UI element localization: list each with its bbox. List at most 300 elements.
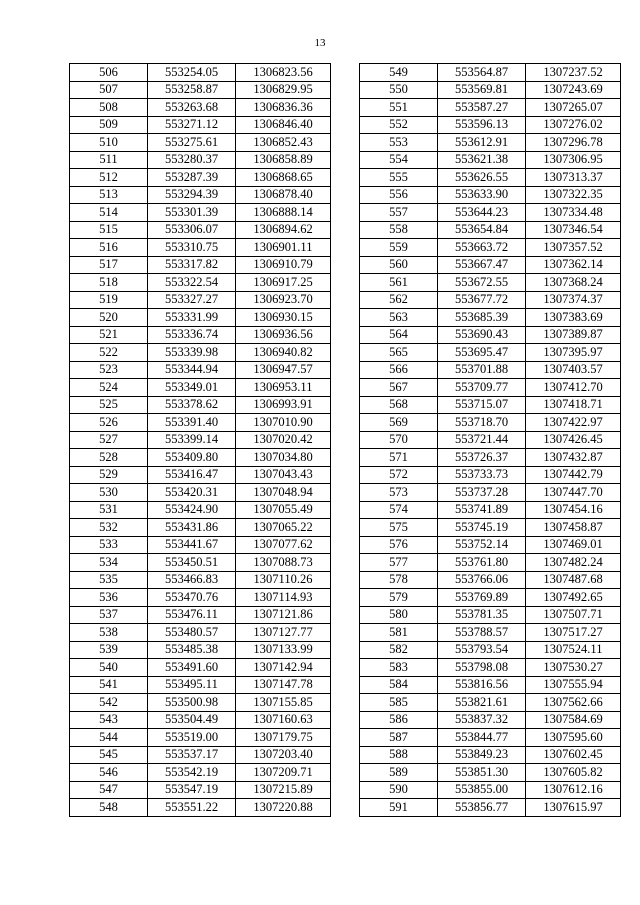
y-coordinate-cell: 1307524.11 [526, 641, 621, 659]
y-coordinate-cell: 1307237.52 [526, 64, 621, 82]
y-coordinate-cell: 1307306.95 [526, 151, 621, 169]
y-coordinate-cell: 1306852.43 [236, 134, 331, 152]
y-coordinate-cell: 1307220.88 [236, 799, 331, 817]
point-number-cell: 514 [70, 204, 148, 222]
y-coordinate-cell: 1307127.77 [236, 624, 331, 642]
x-coordinate-cell: 553633.90 [438, 186, 526, 204]
table-row [70, 116, 331, 134]
y-coordinate-cell: 1306829.95 [236, 81, 331, 99]
point-number-cell: 585 [360, 694, 438, 712]
point-number-cell: 589 [360, 764, 438, 782]
x-coordinate-cell: 553519.00 [148, 729, 236, 747]
x-coordinate-cell: 553470.76 [148, 589, 236, 607]
point-number-cell: 536 [70, 589, 148, 607]
y-coordinate-cell: 1307209.71 [236, 764, 331, 782]
table-row [70, 344, 331, 362]
y-coordinate-cell: 1306910.79 [236, 256, 331, 274]
table-row [70, 624, 331, 642]
x-coordinate-cell: 553612.91 [438, 134, 526, 152]
point-number-cell: 578 [360, 571, 438, 589]
x-coordinate-cell: 553569.81 [438, 81, 526, 99]
table-row [360, 746, 621, 764]
y-coordinate-cell: 1307403.57 [526, 361, 621, 379]
y-coordinate-cell: 1307065.22 [236, 519, 331, 537]
table-row [360, 484, 621, 502]
x-coordinate-cell: 553495.11 [148, 676, 236, 694]
y-coordinate-cell: 1306888.14 [236, 204, 331, 222]
point-number-cell: 521 [70, 326, 148, 344]
point-number-cell: 523 [70, 361, 148, 379]
x-coordinate-cell: 553741.89 [438, 501, 526, 519]
table-row [70, 659, 331, 677]
point-number-cell: 516 [70, 239, 148, 257]
x-coordinate-cell: 553709.77 [438, 379, 526, 397]
x-coordinate-cell: 553821.61 [438, 694, 526, 712]
x-coordinate-cell: 553424.90 [148, 501, 236, 519]
point-number-cell: 568 [360, 396, 438, 414]
y-coordinate-cell: 1307422.97 [526, 414, 621, 432]
y-coordinate-cell: 1307602.45 [526, 746, 621, 764]
x-coordinate-cell: 553542.19 [148, 764, 236, 782]
table-row [360, 431, 621, 449]
y-coordinate-cell: 1307276.02 [526, 116, 621, 134]
y-coordinate-cell: 1307412.70 [526, 379, 621, 397]
y-coordinate-cell: 1307487.68 [526, 571, 621, 589]
table-row [70, 571, 331, 589]
point-number-cell: 570 [360, 431, 438, 449]
point-number-cell: 525 [70, 396, 148, 414]
y-coordinate-cell: 1307077.62 [236, 536, 331, 554]
x-coordinate-cell: 553504.49 [148, 711, 236, 729]
coordinates-table-right [359, 63, 621, 817]
table-row [70, 186, 331, 204]
point-number-cell: 544 [70, 729, 148, 747]
y-coordinate-cell: 1307447.70 [526, 484, 621, 502]
table-row [360, 204, 621, 222]
x-coordinate-cell: 553677.72 [438, 291, 526, 309]
table-row [70, 449, 331, 467]
y-coordinate-cell: 1306894.62 [236, 221, 331, 239]
table-row [360, 606, 621, 624]
y-coordinate-cell: 1307334.48 [526, 204, 621, 222]
y-coordinate-cell: 1307142.94 [236, 659, 331, 677]
y-coordinate-cell: 1307615.97 [526, 799, 621, 817]
table-row [70, 151, 331, 169]
x-coordinate-cell: 553287.39 [148, 169, 236, 187]
x-coordinate-cell: 553450.51 [148, 554, 236, 572]
table-row [70, 361, 331, 379]
x-coordinate-cell: 553416.47 [148, 466, 236, 484]
y-coordinate-cell: 1307357.52 [526, 239, 621, 257]
table-row [70, 501, 331, 519]
x-coordinate-cell: 553721.44 [438, 431, 526, 449]
y-coordinate-cell: 1306917.25 [236, 274, 331, 292]
table-row [70, 99, 331, 117]
x-coordinate-cell: 553476.11 [148, 606, 236, 624]
table-row [360, 676, 621, 694]
y-coordinate-cell: 1307088.73 [236, 554, 331, 572]
table-row [70, 589, 331, 607]
point-number-cell: 582 [360, 641, 438, 659]
x-coordinate-cell: 553306.07 [148, 221, 236, 239]
point-number-cell: 555 [360, 169, 438, 187]
point-number-cell: 572 [360, 466, 438, 484]
x-coordinate-cell: 553837.32 [438, 711, 526, 729]
point-number-cell: 529 [70, 466, 148, 484]
table-row [360, 221, 621, 239]
x-coordinate-cell: 553844.77 [438, 729, 526, 747]
point-number-cell: 538 [70, 624, 148, 642]
table-row [70, 274, 331, 292]
table-row [360, 134, 621, 152]
x-coordinate-cell: 553331.99 [148, 309, 236, 327]
y-coordinate-cell: 1307010.90 [236, 414, 331, 432]
table-row [70, 134, 331, 152]
x-coordinate-cell: 553701.88 [438, 361, 526, 379]
y-coordinate-cell: 1307530.27 [526, 659, 621, 677]
y-coordinate-cell: 1306940.82 [236, 344, 331, 362]
point-number-cell: 534 [70, 554, 148, 572]
table-row [360, 764, 621, 782]
y-coordinate-cell: 1307612.16 [526, 781, 621, 799]
point-number-cell: 556 [360, 186, 438, 204]
y-coordinate-cell: 1307395.97 [526, 344, 621, 362]
point-number-cell: 515 [70, 221, 148, 239]
y-coordinate-cell: 1307243.69 [526, 81, 621, 99]
x-coordinate-cell: 553280.37 [148, 151, 236, 169]
table-row [360, 151, 621, 169]
x-coordinate-cell: 553849.23 [438, 746, 526, 764]
table-row [360, 256, 621, 274]
x-coordinate-cell: 553420.31 [148, 484, 236, 502]
table-row [360, 711, 621, 729]
table-row [70, 711, 331, 729]
table-row [70, 256, 331, 274]
point-number-cell: 587 [360, 729, 438, 747]
x-coordinate-cell: 553336.74 [148, 326, 236, 344]
table-row [360, 641, 621, 659]
x-coordinate-cell: 553596.13 [438, 116, 526, 134]
x-coordinate-cell: 553851.30 [438, 764, 526, 782]
point-number-cell: 590 [360, 781, 438, 799]
table-row [70, 204, 331, 222]
x-coordinate-cell: 553733.73 [438, 466, 526, 484]
table-row [70, 309, 331, 327]
x-coordinate-cell: 553781.35 [438, 606, 526, 624]
point-number-cell: 574 [360, 501, 438, 519]
table-row [360, 554, 621, 572]
point-number-cell: 519 [70, 291, 148, 309]
point-number-cell: 520 [70, 309, 148, 327]
y-coordinate-cell: 1307555.94 [526, 676, 621, 694]
table-row [360, 344, 621, 362]
point-number-cell: 576 [360, 536, 438, 554]
point-number-cell: 554 [360, 151, 438, 169]
point-number-cell: 553 [360, 134, 438, 152]
x-coordinate-cell: 553339.98 [148, 344, 236, 362]
point-number-cell: 547 [70, 781, 148, 799]
y-coordinate-cell: 1306930.15 [236, 309, 331, 327]
x-coordinate-cell: 553690.43 [438, 326, 526, 344]
y-coordinate-cell: 1307215.89 [236, 781, 331, 799]
coordinates-table-left [69, 63, 331, 817]
point-number-cell: 562 [360, 291, 438, 309]
y-coordinate-cell: 1306901.11 [236, 239, 331, 257]
y-coordinate-cell: 1307432.87 [526, 449, 621, 467]
table-row [360, 414, 621, 432]
point-number-cell: 528 [70, 449, 148, 467]
x-coordinate-cell: 553344.94 [148, 361, 236, 379]
y-coordinate-cell: 1307160.63 [236, 711, 331, 729]
table-row [70, 221, 331, 239]
y-coordinate-cell: 1307110.26 [236, 571, 331, 589]
x-coordinate-cell: 553769.89 [438, 589, 526, 607]
point-number-cell: 540 [70, 659, 148, 677]
x-coordinate-cell: 553275.61 [148, 134, 236, 152]
point-number-cell: 531 [70, 501, 148, 519]
y-coordinate-cell: 1307442.79 [526, 466, 621, 484]
x-coordinate-cell: 553855.00 [438, 781, 526, 799]
y-coordinate-cell: 1307048.94 [236, 484, 331, 502]
x-coordinate-cell: 553500.98 [148, 694, 236, 712]
x-coordinate-cell: 553399.14 [148, 431, 236, 449]
point-number-cell: 506 [70, 64, 148, 82]
table-row [70, 291, 331, 309]
table-row [70, 396, 331, 414]
point-number-cell: 549 [360, 64, 438, 82]
y-coordinate-cell: 1307121.86 [236, 606, 331, 624]
x-coordinate-cell: 553254.05 [148, 64, 236, 82]
x-coordinate-cell: 553745.19 [438, 519, 526, 537]
table-row [360, 291, 621, 309]
y-coordinate-cell: 1307426.45 [526, 431, 621, 449]
y-coordinate-cell: 1306947.57 [236, 361, 331, 379]
y-coordinate-cell: 1306868.65 [236, 169, 331, 187]
y-coordinate-cell: 1306858.89 [236, 151, 331, 169]
point-number-cell: 552 [360, 116, 438, 134]
y-coordinate-cell: 1307296.78 [526, 134, 621, 152]
table-row [70, 746, 331, 764]
y-coordinate-cell: 1307133.99 [236, 641, 331, 659]
table-row [70, 641, 331, 659]
x-coordinate-cell: 553856.77 [438, 799, 526, 817]
x-coordinate-cell: 553587.27 [438, 99, 526, 117]
table-row [70, 764, 331, 782]
point-number-cell: 535 [70, 571, 148, 589]
y-coordinate-cell: 1307469.01 [526, 536, 621, 554]
point-number-cell: 537 [70, 606, 148, 624]
point-number-cell: 532 [70, 519, 148, 537]
point-number-cell: 575 [360, 519, 438, 537]
x-coordinate-cell: 553480.57 [148, 624, 236, 642]
x-coordinate-cell: 553718.70 [438, 414, 526, 432]
table-row [360, 624, 621, 642]
table-row [70, 536, 331, 554]
table-row [360, 64, 621, 82]
y-coordinate-cell: 1307374.37 [526, 291, 621, 309]
point-number-cell: 583 [360, 659, 438, 677]
point-number-cell: 530 [70, 484, 148, 502]
y-coordinate-cell: 1306923.70 [236, 291, 331, 309]
point-number-cell: 569 [360, 414, 438, 432]
y-coordinate-cell: 1307605.82 [526, 764, 621, 782]
y-coordinate-cell: 1307179.75 [236, 729, 331, 747]
y-coordinate-cell: 1307034.80 [236, 449, 331, 467]
table-row [360, 571, 621, 589]
point-number-cell: 584 [360, 676, 438, 694]
point-number-cell: 533 [70, 536, 148, 554]
point-number-cell: 560 [360, 256, 438, 274]
point-number-cell: 580 [360, 606, 438, 624]
table-row [70, 239, 331, 257]
x-coordinate-cell: 553726.37 [438, 449, 526, 467]
y-coordinate-cell: 1307492.65 [526, 589, 621, 607]
x-coordinate-cell: 553258.87 [148, 81, 236, 99]
y-coordinate-cell: 1307389.87 [526, 326, 621, 344]
y-coordinate-cell: 1307458.87 [526, 519, 621, 537]
x-coordinate-cell: 553788.57 [438, 624, 526, 642]
x-coordinate-cell: 553391.40 [148, 414, 236, 432]
point-number-cell: 541 [70, 676, 148, 694]
x-coordinate-cell: 553798.08 [438, 659, 526, 677]
table-row [70, 519, 331, 537]
x-coordinate-cell: 553761.80 [438, 554, 526, 572]
table-row [70, 169, 331, 187]
y-coordinate-cell: 1306823.56 [236, 64, 331, 82]
table-row [70, 729, 331, 747]
x-coordinate-cell: 553695.47 [438, 344, 526, 362]
y-coordinate-cell: 1306846.40 [236, 116, 331, 134]
y-coordinate-cell: 1306953.11 [236, 379, 331, 397]
point-number-cell: 539 [70, 641, 148, 659]
table-row [360, 169, 621, 187]
y-coordinate-cell: 1306836.36 [236, 99, 331, 117]
x-coordinate-cell: 553322.54 [148, 274, 236, 292]
x-coordinate-cell: 553551.22 [148, 799, 236, 817]
y-coordinate-cell: 1306878.40 [236, 186, 331, 204]
table-row [70, 781, 331, 799]
x-coordinate-cell: 553263.68 [148, 99, 236, 117]
table-row [360, 116, 621, 134]
table-row [360, 99, 621, 117]
point-number-cell: 507 [70, 81, 148, 99]
table-row [360, 659, 621, 677]
table-row [70, 414, 331, 432]
x-coordinate-cell: 553737.28 [438, 484, 526, 502]
table-row [360, 326, 621, 344]
point-number-cell: 557 [360, 204, 438, 222]
table-row [70, 694, 331, 712]
point-number-cell: 517 [70, 256, 148, 274]
point-number-cell: 524 [70, 379, 148, 397]
table-row [70, 484, 331, 502]
x-coordinate-cell: 553667.47 [438, 256, 526, 274]
y-coordinate-cell: 1307584.69 [526, 711, 621, 729]
point-number-cell: 581 [360, 624, 438, 642]
x-coordinate-cell: 553441.67 [148, 536, 236, 554]
table-row [70, 326, 331, 344]
x-coordinate-cell: 553378.62 [148, 396, 236, 414]
point-number-cell: 510 [70, 134, 148, 152]
y-coordinate-cell: 1307203.40 [236, 746, 331, 764]
x-coordinate-cell: 553816.56 [438, 676, 526, 694]
y-coordinate-cell: 1307454.16 [526, 501, 621, 519]
x-coordinate-cell: 553431.86 [148, 519, 236, 537]
y-coordinate-cell: 1307482.24 [526, 554, 621, 572]
y-coordinate-cell: 1307346.54 [526, 221, 621, 239]
point-number-cell: 518 [70, 274, 148, 292]
y-coordinate-cell: 1307418.71 [526, 396, 621, 414]
x-coordinate-cell: 553327.27 [148, 291, 236, 309]
x-coordinate-cell: 553766.06 [438, 571, 526, 589]
table-row [360, 729, 621, 747]
point-number-cell: 545 [70, 746, 148, 764]
y-coordinate-cell: 1307368.24 [526, 274, 621, 292]
x-coordinate-cell: 553349.01 [148, 379, 236, 397]
point-number-cell: 564 [360, 326, 438, 344]
table-row [360, 449, 621, 467]
point-number-cell: 548 [70, 799, 148, 817]
point-number-cell: 511 [70, 151, 148, 169]
x-coordinate-cell: 553310.75 [148, 239, 236, 257]
point-number-cell: 577 [360, 554, 438, 572]
page-number: 13 [314, 37, 326, 49]
y-coordinate-cell: 1307155.85 [236, 694, 331, 712]
table-row [360, 379, 621, 397]
table-row [360, 274, 621, 292]
point-number-cell: 508 [70, 99, 148, 117]
x-coordinate-cell: 553271.12 [148, 116, 236, 134]
point-number-cell: 561 [360, 274, 438, 292]
point-number-cell: 565 [360, 344, 438, 362]
x-coordinate-cell: 553317.82 [148, 256, 236, 274]
table-row [70, 81, 331, 99]
point-number-cell: 558 [360, 221, 438, 239]
y-coordinate-cell: 1307507.71 [526, 606, 621, 624]
point-number-cell: 550 [360, 81, 438, 99]
x-coordinate-cell: 553547.19 [148, 781, 236, 799]
point-number-cell: 512 [70, 169, 148, 187]
y-coordinate-cell: 1307562.66 [526, 694, 621, 712]
table-row [70, 554, 331, 572]
y-coordinate-cell: 1306993.91 [236, 396, 331, 414]
table-row [360, 239, 621, 257]
x-coordinate-cell: 553485.38 [148, 641, 236, 659]
point-number-cell: 509 [70, 116, 148, 134]
x-coordinate-cell: 553654.84 [438, 221, 526, 239]
x-coordinate-cell: 553537.17 [148, 746, 236, 764]
table-row [70, 379, 331, 397]
table-row [70, 64, 331, 82]
table-row [70, 676, 331, 694]
x-coordinate-cell: 553715.07 [438, 396, 526, 414]
x-coordinate-cell: 553644.23 [438, 204, 526, 222]
y-coordinate-cell: 1307322.35 [526, 186, 621, 204]
x-coordinate-cell: 553752.14 [438, 536, 526, 554]
y-coordinate-cell: 1307362.14 [526, 256, 621, 274]
table-row [360, 309, 621, 327]
y-coordinate-cell: 1307055.49 [236, 501, 331, 519]
x-coordinate-cell: 553466.83 [148, 571, 236, 589]
y-coordinate-cell: 1307595.60 [526, 729, 621, 747]
x-coordinate-cell: 553294.39 [148, 186, 236, 204]
y-coordinate-cell: 1307020.42 [236, 431, 331, 449]
table-row [360, 519, 621, 537]
point-number-cell: 579 [360, 589, 438, 607]
point-number-cell: 571 [360, 449, 438, 467]
y-coordinate-cell: 1307043.43 [236, 466, 331, 484]
y-coordinate-cell: 1307313.37 [526, 169, 621, 187]
